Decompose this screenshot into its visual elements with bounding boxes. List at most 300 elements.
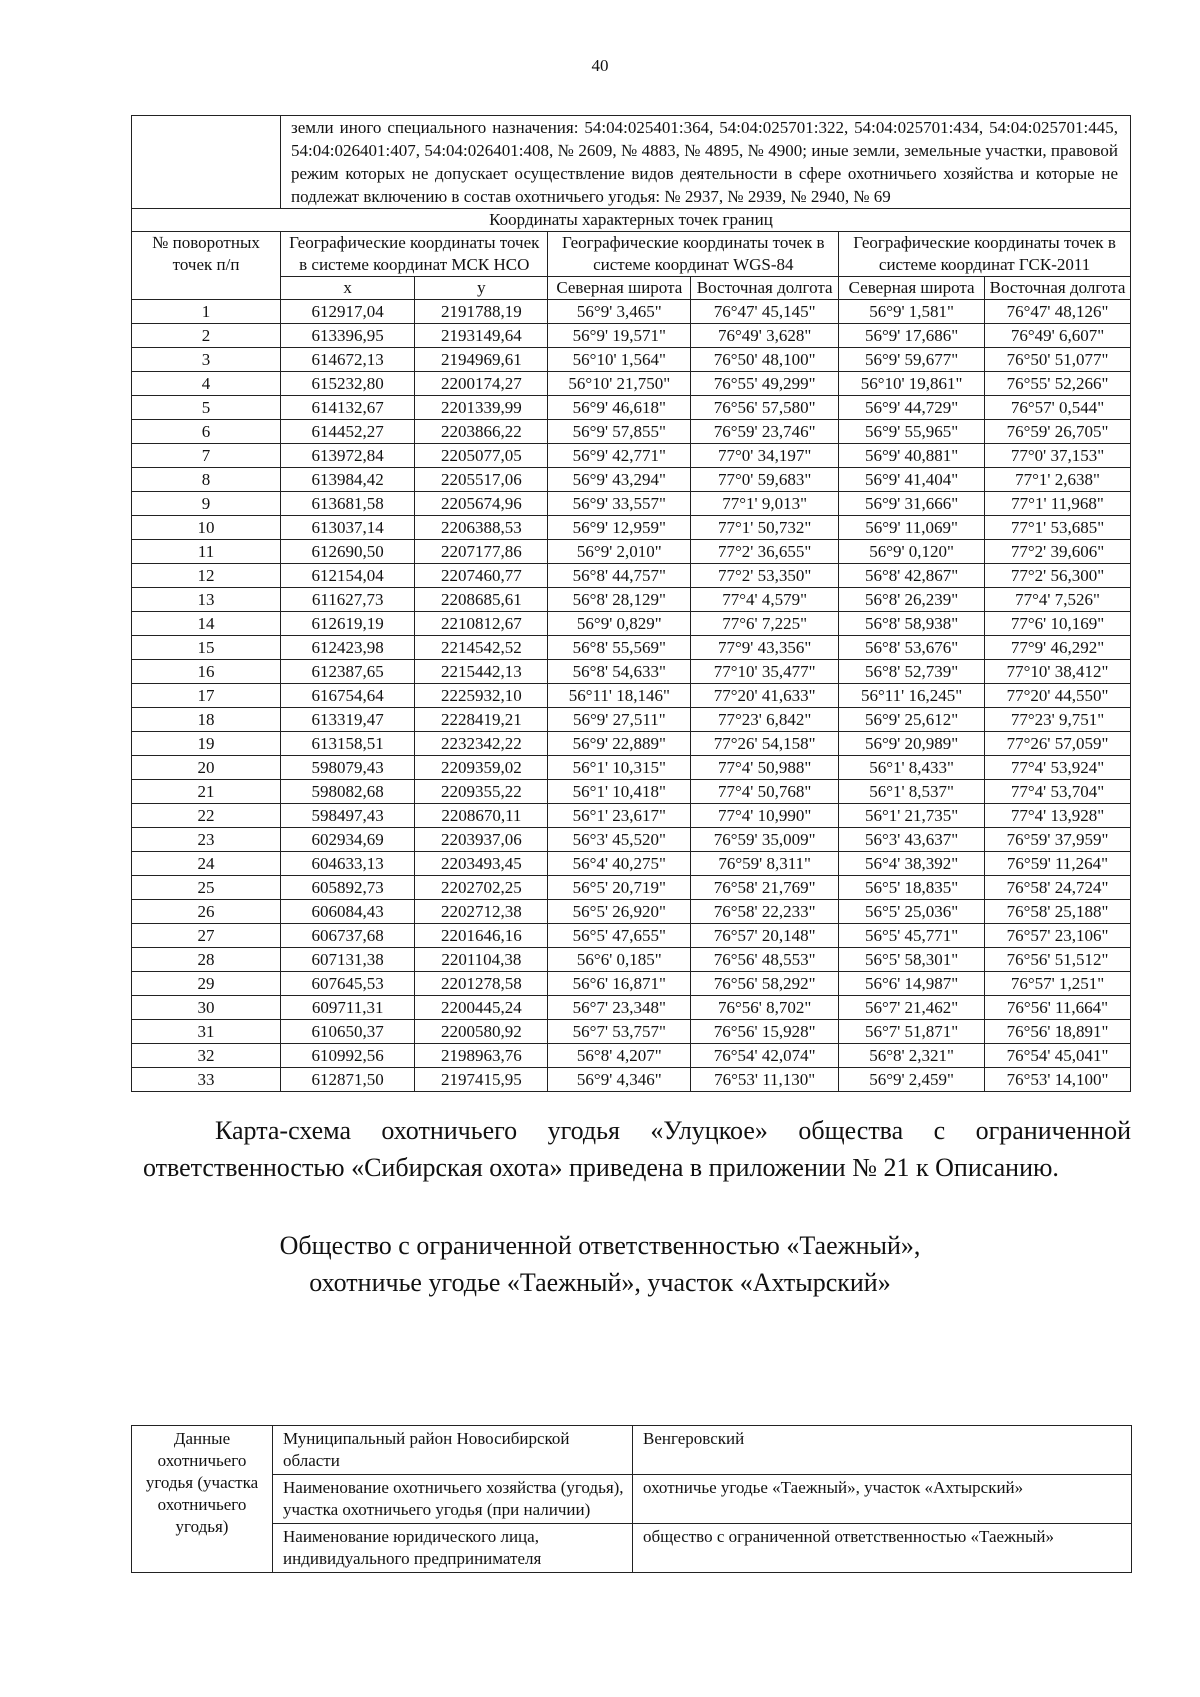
gsk-lat-cell: 56°9' 2,459" xyxy=(839,1068,985,1092)
wgs-lat-cell: 56°9' 33,557" xyxy=(548,492,691,516)
gsk-lat-cell: 56°9' 25,612" xyxy=(839,708,985,732)
msk-y-cell: 2214542,52 xyxy=(415,636,548,660)
table-row xyxy=(132,828,1131,852)
gsk-lon-cell: 76°54' 45,041" xyxy=(985,1044,1131,1068)
point-number-cell: 17 xyxy=(132,684,281,708)
wgs-lon-cell: 77°0' 34,197" xyxy=(691,444,839,468)
wgs-lon-cell: 77°2' 36,655" xyxy=(691,540,839,564)
point-number-cell: 10 xyxy=(132,516,281,540)
wgs-lon-cell: 77°0' 59,683" xyxy=(691,468,839,492)
msk-y-cell: 2208685,61 xyxy=(415,588,548,612)
gsk-lat-cell: 56°8' 52,739" xyxy=(839,660,985,684)
gsk-lat-cell: 56°1' 8,433" xyxy=(839,756,985,780)
gsk-lon-cell: 76°59' 37,959" xyxy=(985,828,1131,852)
col-group-msk: Географические координаты точек в системе координат МСК НСО xyxy=(281,232,548,277)
gsk-lat-cell: 56°9' 17,686" xyxy=(839,324,985,348)
gsk-lat-cell: 56°1' 8,537" xyxy=(839,780,985,804)
point-number-cell: 22 xyxy=(132,804,281,828)
table-row xyxy=(132,924,1131,948)
gsk-lon-cell: 76°57' 0,544" xyxy=(985,396,1131,420)
gsk-lat-cell: 56°9' 55,965" xyxy=(839,420,985,444)
col-group-gsk2011: Географические координаты точек в системе координат ГСК-2011 xyxy=(839,232,1131,277)
gsk-lon-cell: 76°56' 51,512" xyxy=(985,948,1131,972)
gsk-lon-cell: 76°59' 11,264" xyxy=(985,852,1131,876)
msk-x-cell: 613037,14 xyxy=(281,516,415,540)
msk-x-cell: 614132,67 xyxy=(281,396,415,420)
wgs-lat-cell: 56°7' 53,757" xyxy=(548,1020,691,1044)
gsk-lon-cell: 77°6' 10,169" xyxy=(985,612,1131,636)
point-number-cell: 15 xyxy=(132,636,281,660)
wgs-lon-cell: 77°9' 43,356" xyxy=(691,636,839,660)
gsk-lon-cell: 77°0' 37,153" xyxy=(985,444,1131,468)
col-header-y: y xyxy=(415,277,548,300)
msk-x-cell: 606084,43 xyxy=(281,900,415,924)
point-number-cell: 24 xyxy=(132,852,281,876)
empty-cell xyxy=(132,116,281,209)
wgs-lat-cell: 56°3' 45,520" xyxy=(548,828,691,852)
gsk-lat-cell: 56°9' 40,881" xyxy=(839,444,985,468)
msk-y-cell: 2203866,22 xyxy=(415,420,548,444)
table-row xyxy=(132,804,1131,828)
msk-x-cell: 610992,56 xyxy=(281,1044,415,1068)
point-number-cell: 21 xyxy=(132,780,281,804)
col-header-lat: Северная широта xyxy=(548,277,691,300)
msk-x-cell: 615232,80 xyxy=(281,372,415,396)
msk-y-cell: 2210812,67 xyxy=(415,612,548,636)
msk-x-cell: 612690,50 xyxy=(281,540,415,564)
wgs-lat-cell: 56°9' 57,855" xyxy=(548,420,691,444)
wgs-lon-cell: 76°59' 8,311" xyxy=(691,852,839,876)
wgs-lat-cell: 56°1' 23,617" xyxy=(548,804,691,828)
wgs-lat-cell: 56°10' 1,564" xyxy=(548,348,691,372)
msk-y-cell: 2200445,24 xyxy=(415,996,548,1020)
wgs-lon-cell: 76°54' 42,074" xyxy=(691,1044,839,1068)
table-row xyxy=(132,420,1131,444)
gsk-lat-cell: 56°8' 2,321" xyxy=(839,1044,985,1068)
gsk-lon-cell: 76°55' 52,266" xyxy=(985,372,1131,396)
msk-x-cell: 604633,13 xyxy=(281,852,415,876)
gsk-lon-cell: 77°2' 56,300" xyxy=(985,564,1131,588)
table-row xyxy=(132,300,1131,324)
table-row xyxy=(132,708,1131,732)
msk-y-cell: 2228419,21 xyxy=(415,708,548,732)
point-number-cell: 9 xyxy=(132,492,281,516)
col-header-lon: Восточная долгота xyxy=(691,277,839,300)
wgs-lon-cell: 77°1' 9,013" xyxy=(691,492,839,516)
table-row xyxy=(132,852,1131,876)
wgs-lon-cell: 76°56' 57,580" xyxy=(691,396,839,420)
wgs-lon-cell: 76°58' 21,769" xyxy=(691,876,839,900)
wgs-lat-cell: 56°1' 10,315" xyxy=(548,756,691,780)
msk-x-cell: 607131,38 xyxy=(281,948,415,972)
wgs-lon-cell: 76°49' 3,628" xyxy=(691,324,839,348)
msk-y-cell: 2198963,76 xyxy=(415,1044,548,1068)
msk-x-cell: 613681,58 xyxy=(281,492,415,516)
point-number-cell: 1 xyxy=(132,300,281,324)
gsk-lon-cell: 76°49' 6,607" xyxy=(985,324,1131,348)
point-number-cell: 27 xyxy=(132,924,281,948)
msk-x-cell: 612619,19 xyxy=(281,612,415,636)
point-number-cell: 33 xyxy=(132,1068,281,1092)
hunting-ground-table xyxy=(131,1425,1132,1573)
col-header-x: x xyxy=(281,277,415,300)
wgs-lat-cell: 56°9' 3,465" xyxy=(548,300,691,324)
point-number-cell: 12 xyxy=(132,564,281,588)
gsk-lat-cell: 56°9' 59,677" xyxy=(839,348,985,372)
point-number-cell: 25 xyxy=(132,876,281,900)
gsk-lat-cell: 56°5' 45,771" xyxy=(839,924,985,948)
msk-x-cell: 612871,50 xyxy=(281,1068,415,1092)
table-row xyxy=(132,732,1131,756)
gsk-lon-cell: 76°53' 14,100" xyxy=(985,1068,1131,1092)
col-header-lat: Северная широта xyxy=(839,277,985,300)
gsk-lon-cell: 76°58' 24,724" xyxy=(985,876,1131,900)
point-number-cell: 5 xyxy=(132,396,281,420)
gsk-lon-cell: 76°58' 25,188" xyxy=(985,900,1131,924)
table-row xyxy=(132,612,1131,636)
gsk-lon-cell: 77°1' 53,685" xyxy=(985,516,1131,540)
wgs-lon-cell: 77°2' 53,350" xyxy=(691,564,839,588)
wgs-lon-cell: 76°59' 35,009" xyxy=(691,828,839,852)
msk-x-cell: 598082,68 xyxy=(281,780,415,804)
msk-y-cell: 2205674,96 xyxy=(415,492,548,516)
coordinates-table xyxy=(131,115,1131,1092)
gsk-lat-cell: 56°9' 20,989" xyxy=(839,732,985,756)
point-number-cell: 7 xyxy=(132,444,281,468)
msk-x-cell: 612154,04 xyxy=(281,564,415,588)
table-title-row xyxy=(132,209,1131,232)
msk-y-cell: 2205517,06 xyxy=(415,468,548,492)
msk-y-cell: 2203493,45 xyxy=(415,852,548,876)
table-row xyxy=(132,540,1131,564)
msk-x-cell: 614452,27 xyxy=(281,420,415,444)
gsk-lat-cell: 56°6' 14,987" xyxy=(839,972,985,996)
msk-y-cell: 2209359,02 xyxy=(415,756,548,780)
table-row xyxy=(132,660,1131,684)
gsk-lon-cell: 77°26' 57,059" xyxy=(985,732,1131,756)
gsk-lat-cell: 56°5' 58,301" xyxy=(839,948,985,972)
group-header-row xyxy=(132,232,1131,277)
gsk-lon-cell: 77°10' 38,412" xyxy=(985,660,1131,684)
table-row xyxy=(132,876,1131,900)
msk-y-cell: 2225932,10 xyxy=(415,684,548,708)
wgs-lat-cell: 56°7' 23,348" xyxy=(548,996,691,1020)
wgs-lat-cell: 56°6' 0,185" xyxy=(548,948,691,972)
gsk-lon-cell: 77°4' 7,526" xyxy=(985,588,1131,612)
msk-y-cell: 2207177,86 xyxy=(415,540,548,564)
hunting-ground-data-label: Данные охотничьего угодья (участка охотничьего угодья) xyxy=(132,1426,273,1573)
wgs-lat-cell: 56°5' 20,719" xyxy=(548,876,691,900)
gsk-lon-cell: 76°50' 51,077" xyxy=(985,348,1131,372)
table-row xyxy=(132,1044,1131,1068)
wgs-lon-cell: 76°56' 15,928" xyxy=(691,1020,839,1044)
point-number-cell: 26 xyxy=(132,900,281,924)
field-label: Наименование охотничьего хозяйства (угодья), участка охотничьего угодья (при наличии) xyxy=(273,1475,633,1524)
excluded-lands-note: земли иного специального назначения: 54:04:025401:364, 54:04:025701:322, 54:04:025701:434, 54:04:025701:445, 54:04:026401:407, 54:04:026401:408, № 2609, № 4883, № 4895, № 4900; иные земли, земельные участки, правовой режим которых не допускает осуществление видов деятельности в сфере охотничьего хозяйства и которые не подлежат включению в состав охотничьего угодья: № 2937, № 2939, № 2940, № 69 xyxy=(281,116,1131,209)
point-number-cell: 13 xyxy=(132,588,281,612)
table-row xyxy=(132,324,1131,348)
gsk-lat-cell: 56°8' 58,938" xyxy=(839,612,985,636)
gsk-lon-cell: 76°57' 1,251" xyxy=(985,972,1131,996)
gsk-lon-cell: 77°1' 2,638" xyxy=(985,468,1131,492)
gsk-lon-cell: 77°20' 44,550" xyxy=(985,684,1131,708)
table-row xyxy=(132,1020,1131,1044)
msk-x-cell: 607645,53 xyxy=(281,972,415,996)
gsk-lon-cell: 77°23' 9,751" xyxy=(985,708,1131,732)
msk-y-cell: 2193149,64 xyxy=(415,324,548,348)
point-number-cell: 18 xyxy=(132,708,281,732)
gsk-lat-cell: 56°5' 25,036" xyxy=(839,900,985,924)
col-header-lon: Восточная долгота xyxy=(985,277,1131,300)
page-number: 40 xyxy=(591,56,609,75)
coordinates-body xyxy=(132,300,1131,1092)
point-number-cell: 20 xyxy=(132,756,281,780)
gsk-lon-cell: 77°2' 39,606" xyxy=(985,540,1131,564)
msk-x-cell: 616754,64 xyxy=(281,684,415,708)
point-number-cell: 31 xyxy=(132,1020,281,1044)
table-row xyxy=(132,996,1131,1020)
msk-y-cell: 2200174,27 xyxy=(415,372,548,396)
msk-x-cell: 612917,04 xyxy=(281,300,415,324)
msk-x-cell: 605892,73 xyxy=(281,876,415,900)
gsk-lon-cell: 76°56' 18,891" xyxy=(985,1020,1131,1044)
wgs-lat-cell: 56°9' 4,346" xyxy=(548,1068,691,1092)
gsk-lat-cell: 56°5' 18,835" xyxy=(839,876,985,900)
gsk-lat-cell: 56°1' 21,735" xyxy=(839,804,985,828)
wgs-lat-cell: 56°1' 10,418" xyxy=(548,780,691,804)
msk-y-cell: 2203937,06 xyxy=(415,828,548,852)
msk-y-cell: 2207460,77 xyxy=(415,564,548,588)
wgs-lat-cell: 56°8' 54,633" xyxy=(548,660,691,684)
wgs-lat-cell: 56°8' 44,757" xyxy=(548,564,691,588)
wgs-lon-cell: 76°47' 45,145" xyxy=(691,300,839,324)
table-row xyxy=(132,780,1131,804)
gsk-lon-cell: 76°47' 48,126" xyxy=(985,300,1131,324)
hunting-ground-body xyxy=(132,1426,1132,1573)
wgs-lon-cell: 77°20' 41,633" xyxy=(691,684,839,708)
gsk-lat-cell: 56°9' 31,666" xyxy=(839,492,985,516)
gsk-lat-cell: 56°10' 19,861" xyxy=(839,372,985,396)
wgs-lon-cell: 76°58' 22,233" xyxy=(691,900,839,924)
wgs-lon-cell: 77°4' 50,988" xyxy=(691,756,839,780)
gsk-lon-cell: 76°59' 26,705" xyxy=(985,420,1131,444)
msk-x-cell: 609711,31 xyxy=(281,996,415,1020)
msk-y-cell: 2200580,92 xyxy=(415,1020,548,1044)
msk-y-cell: 2215442,13 xyxy=(415,660,548,684)
msk-y-cell: 2201278,58 xyxy=(415,972,548,996)
table-row xyxy=(132,372,1131,396)
msk-x-cell: 613396,95 xyxy=(281,324,415,348)
gsk-lat-cell: 56°7' 51,871" xyxy=(839,1020,985,1044)
wgs-lon-cell: 76°50' 48,100" xyxy=(691,348,839,372)
msk-x-cell: 612423,98 xyxy=(281,636,415,660)
point-number-cell: 14 xyxy=(132,612,281,636)
msk-y-cell: 2206388,53 xyxy=(415,516,548,540)
msk-x-cell: 613984,42 xyxy=(281,468,415,492)
msk-y-cell: 2205077,05 xyxy=(415,444,548,468)
gsk-lat-cell: 56°8' 26,239" xyxy=(839,588,985,612)
gsk-lat-cell: 56°9' 11,069" xyxy=(839,516,985,540)
point-number-cell: 8 xyxy=(132,468,281,492)
field-value: охотничье угодье «Таежный», участок «Ахтырский» xyxy=(633,1475,1132,1524)
msk-x-cell: 606737,68 xyxy=(281,924,415,948)
table-row xyxy=(132,492,1131,516)
table-row xyxy=(132,1068,1131,1092)
msk-x-cell: 614672,13 xyxy=(281,348,415,372)
wgs-lon-cell: 76°56' 58,292" xyxy=(691,972,839,996)
wgs-lon-cell: 76°56' 48,553" xyxy=(691,948,839,972)
table-row xyxy=(132,468,1131,492)
wgs-lat-cell: 56°9' 27,511" xyxy=(548,708,691,732)
table-row xyxy=(132,348,1131,372)
wgs-lat-cell: 56°9' 42,771" xyxy=(548,444,691,468)
wgs-lat-cell: 56°11' 18,146" xyxy=(548,684,691,708)
note-row xyxy=(132,116,1131,209)
point-number-cell: 28 xyxy=(132,948,281,972)
wgs-lat-cell: 56°4' 40,275" xyxy=(548,852,691,876)
wgs-lon-cell: 76°55' 49,299" xyxy=(691,372,839,396)
gsk-lat-cell: 56°3' 43,637" xyxy=(839,828,985,852)
wgs-lon-cell: 76°53' 11,130" xyxy=(691,1068,839,1092)
gsk-lat-cell: 56°4' 38,392" xyxy=(839,852,985,876)
gsk-lon-cell: 77°4' 53,924" xyxy=(985,756,1131,780)
msk-y-cell: 2209355,22 xyxy=(415,780,548,804)
msk-y-cell: 2194969,61 xyxy=(415,348,548,372)
msk-y-cell: 2201646,16 xyxy=(415,924,548,948)
wgs-lon-cell: 76°57' 20,148" xyxy=(691,924,839,948)
wgs-lat-cell: 56°9' 0,829" xyxy=(548,612,691,636)
col-header-point: № поворотных точек п/п xyxy=(132,232,281,300)
gsk-lon-cell: 76°56' 11,664" xyxy=(985,996,1131,1020)
wgs-lon-cell: 77°1' 50,732" xyxy=(691,516,839,540)
gsk-lat-cell: 56°9' 44,729" xyxy=(839,396,985,420)
wgs-lat-cell: 56°9' 22,889" xyxy=(548,732,691,756)
gsk-lat-cell: 56°9' 1,581" xyxy=(839,300,985,324)
table-row xyxy=(132,948,1131,972)
point-number-cell: 4 xyxy=(132,372,281,396)
gsk-lon-cell: 77°4' 13,928" xyxy=(985,804,1131,828)
map-paragraph-text: Карта-схема охотничьего угодья «Улуцкое» общества с ограниченной ответственностью «Сибирская охота» приведена в приложении № 21 к Описанию. xyxy=(143,1116,1131,1182)
field-value: Венгеровский xyxy=(633,1426,1132,1475)
gsk-lat-cell: 56°7' 21,462" xyxy=(839,996,985,1020)
wgs-lat-cell: 56°9' 2,010" xyxy=(548,540,691,564)
field-label: Муниципальный район Новосибирской области xyxy=(273,1426,633,1475)
point-number-cell: 6 xyxy=(132,420,281,444)
point-number-cell: 3 xyxy=(132,348,281,372)
msk-x-cell: 598497,43 xyxy=(281,804,415,828)
table-row xyxy=(132,636,1131,660)
point-number-cell: 16 xyxy=(132,660,281,684)
gsk-lat-cell: 56°9' 41,404" xyxy=(839,468,985,492)
point-number-cell: 2 xyxy=(132,324,281,348)
msk-x-cell: 612387,65 xyxy=(281,660,415,684)
wgs-lat-cell: 56°5' 26,920" xyxy=(548,900,691,924)
table-row xyxy=(132,564,1131,588)
wgs-lon-cell: 77°4' 10,990" xyxy=(691,804,839,828)
msk-y-cell: 2197415,95 xyxy=(415,1068,548,1092)
msk-y-cell: 2232342,22 xyxy=(415,732,548,756)
msk-y-cell: 2202702,25 xyxy=(415,876,548,900)
wgs-lat-cell: 56°8' 55,569" xyxy=(548,636,691,660)
point-number-cell: 30 xyxy=(132,996,281,1020)
point-number-cell: 11 xyxy=(132,540,281,564)
wgs-lat-cell: 56°6' 16,871" xyxy=(548,972,691,996)
table-row xyxy=(132,396,1131,420)
map-paragraph xyxy=(143,1112,1131,1186)
wgs-lon-cell: 76°56' 8,702" xyxy=(691,996,839,1020)
table-row xyxy=(132,900,1131,924)
msk-y-cell: 2191788,19 xyxy=(415,300,548,324)
point-number-cell: 23 xyxy=(132,828,281,852)
wgs-lat-cell: 56°10' 21,750" xyxy=(548,372,691,396)
msk-y-cell: 2201104,38 xyxy=(415,948,548,972)
point-number-cell: 29 xyxy=(132,972,281,996)
wgs-lon-cell: 77°4' 4,579" xyxy=(691,588,839,612)
wgs-lon-cell: 77°26' 54,158" xyxy=(691,732,839,756)
msk-x-cell: 610650,37 xyxy=(281,1020,415,1044)
msk-x-cell: 611627,73 xyxy=(281,588,415,612)
table-row xyxy=(132,756,1131,780)
wgs-lon-cell: 76°59' 23,746" xyxy=(691,420,839,444)
table-row xyxy=(132,1475,1132,1524)
table-row xyxy=(132,516,1131,540)
wgs-lon-cell: 77°23' 6,842" xyxy=(691,708,839,732)
wgs-lon-cell: 77°4' 50,768" xyxy=(691,780,839,804)
msk-y-cell: 2202712,38 xyxy=(415,900,548,924)
msk-x-cell: 602934,69 xyxy=(281,828,415,852)
table-row xyxy=(132,1426,1132,1475)
gsk-lon-cell: 77°9' 46,292" xyxy=(985,636,1131,660)
msk-x-cell: 613972,84 xyxy=(281,444,415,468)
col-group-wgs84: Географические координаты точек в системе координат WGS-84 xyxy=(548,232,839,277)
table-row xyxy=(132,444,1131,468)
wgs-lat-cell: 56°9' 12,959" xyxy=(548,516,691,540)
gsk-lat-cell: 56°8' 53,676" xyxy=(839,636,985,660)
table-row xyxy=(132,1524,1132,1573)
field-value: общество с ограниченной ответственностью «Таежный» xyxy=(633,1524,1132,1573)
wgs-lat-cell: 56°9' 46,618" xyxy=(548,396,691,420)
table-row xyxy=(132,588,1131,612)
wgs-lat-cell: 56°8' 28,129" xyxy=(548,588,691,612)
msk-x-cell: 598079,43 xyxy=(281,756,415,780)
wgs-lon-cell: 77°6' 7,225" xyxy=(691,612,839,636)
point-number-cell: 19 xyxy=(132,732,281,756)
msk-y-cell: 2201339,99 xyxy=(415,396,548,420)
wgs-lat-cell: 56°5' 47,655" xyxy=(548,924,691,948)
gsk-lon-cell: 77°1' 11,968" xyxy=(985,492,1131,516)
gsk-lat-cell: 56°8' 42,867" xyxy=(839,564,985,588)
wgs-lat-cell: 56°9' 43,294" xyxy=(548,468,691,492)
table-row xyxy=(132,684,1131,708)
table-title: Координаты характерных точек границ xyxy=(132,209,1131,232)
msk-y-cell: 2208670,11 xyxy=(415,804,548,828)
section-heading-line2: охотничье угодье «Таежный», участок «Ахтырский» xyxy=(309,1268,891,1297)
point-number-cell: 32 xyxy=(132,1044,281,1068)
wgs-lon-cell: 77°10' 35,477" xyxy=(691,660,839,684)
field-label: Наименование юридического лица, индивидуального предпринимателя xyxy=(273,1524,633,1573)
msk-x-cell: 613319,47 xyxy=(281,708,415,732)
gsk-lon-cell: 76°57' 23,106" xyxy=(985,924,1131,948)
section-heading-line1: Общество с ограниченной ответственностью «Таежный», xyxy=(279,1231,921,1260)
wgs-lat-cell: 56°9' 19,571" xyxy=(548,324,691,348)
msk-x-cell: 613158,51 xyxy=(281,732,415,756)
gsk-lon-cell: 77°4' 53,704" xyxy=(985,780,1131,804)
gsk-lat-cell: 56°11' 16,245" xyxy=(839,684,985,708)
gsk-lat-cell: 56°9' 0,120" xyxy=(839,540,985,564)
table-row xyxy=(132,972,1131,996)
sub-header-row xyxy=(132,277,1131,300)
wgs-lat-cell: 56°8' 4,207" xyxy=(548,1044,691,1068)
